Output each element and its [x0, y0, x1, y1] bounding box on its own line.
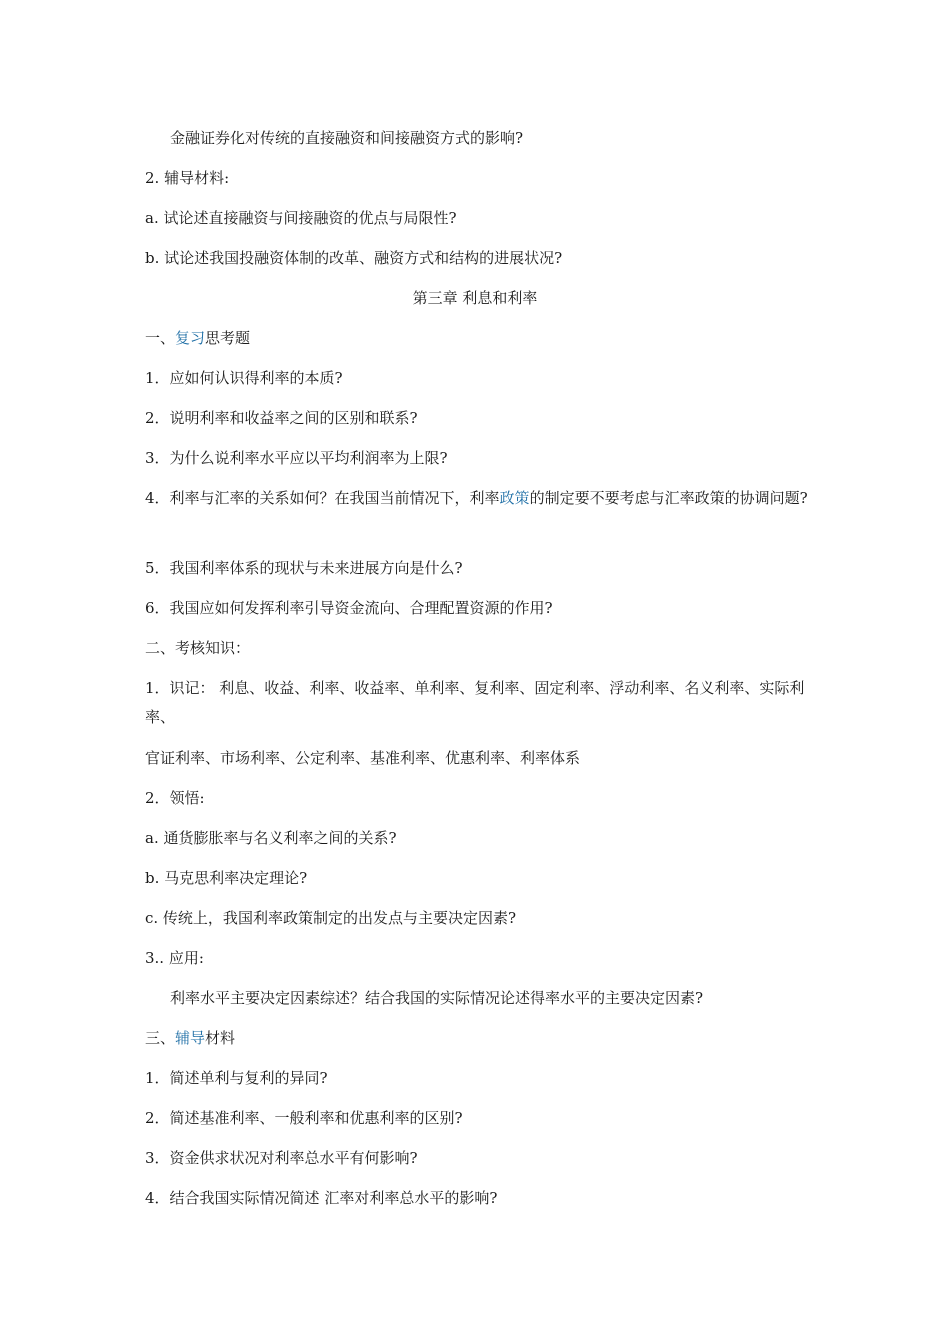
tutoring-item-2: 2．简述基准利率、一般利率和优惠利率的区别? [145, 1109, 463, 1127]
recall-continuation: 官证利率、市场利率、公定利率、基准利率、优惠利率、利率体系 [145, 749, 581, 767]
intro-line: 金融证券化对传统的直接融资和间接融资方式的影响? [170, 129, 524, 147]
tutoring-heading-prefix: 三、 [145, 1029, 176, 1047]
q4-before: 4．利率与汇率的关系如何？在我国当前情况下，利率 [145, 489, 500, 507]
review-question-4 [145, 484, 815, 513]
list-item: b. 试论述我国投融资体制的改革、融资方式和结构的进展状况? [145, 249, 563, 267]
policy-link[interactable]: 政策 [499, 489, 530, 507]
review-question-5: 5．我国利率体系的现状与未来进展方向是什么? [145, 559, 463, 577]
q4-after: 的制定要不要考虑与汇率政策的协调问题? [529, 489, 808, 507]
review-question-1: 1．应如何认识得利率的本质? [145, 369, 343, 387]
chapter-title: 第三章 利息和利率 [412, 289, 538, 307]
tutoring-heading-suffix: 材料 [205, 1029, 236, 1047]
review-question-3: 3．为什么说利率水平应以平均利润率为上限? [145, 449, 448, 467]
understand-heading: 2．领悟: [145, 789, 205, 807]
understand-item: c. 传统上，我国利率政策制定的出发点与主要决定因素? [145, 909, 516, 927]
recall-line: 1．识记： 利息、收益、利率、收益率、单利率、复利率、固定利率、浮动利率、名义利率、实际利率、 [145, 679, 805, 726]
tutoring-item-1: 1．简述单利与复利的异同? [145, 1069, 328, 1087]
tutoring-heading-prev: 2. 辅导材料: [145, 169, 230, 187]
review-heading-prefix: 一、 [145, 329, 176, 347]
understand-item: a. 通货膨胀率与名义利率之间的关系? [145, 829, 397, 847]
list-item: a. 试论述直接融资与间接融资的优点与局限性? [145, 209, 457, 227]
assessment-heading: 二、考核知识： [145, 639, 251, 657]
review-heading-suffix: 思考题 [205, 329, 251, 347]
tutoring-heading [145, 1028, 815, 1048]
apply-heading: 3.. 应用: [145, 949, 204, 967]
understand-item: b. 马克思利率决定理论? [145, 869, 308, 887]
review-question-2: 2．说明利率和收益率之间的区别和联系? [145, 409, 418, 427]
review-question-6: 6．我国应如何发挥利率引导资金流向、合理配置资源的作用? [145, 599, 553, 617]
apply-text: 利率水平主要决定因素综述？结合我国的实际情况论述得率水平的主要决定因素? [170, 989, 704, 1007]
review-link[interactable]: 复习 [175, 329, 206, 347]
tutoring-link[interactable]: 辅导 [175, 1029, 206, 1047]
review-heading [145, 328, 815, 348]
tutoring-item-4: 4．结合我国实际情况简述 汇率对利率总水平的影响? [145, 1189, 498, 1207]
tutoring-item-3: 3．资金供求状况对利率总水平有何影响? [145, 1149, 418, 1167]
